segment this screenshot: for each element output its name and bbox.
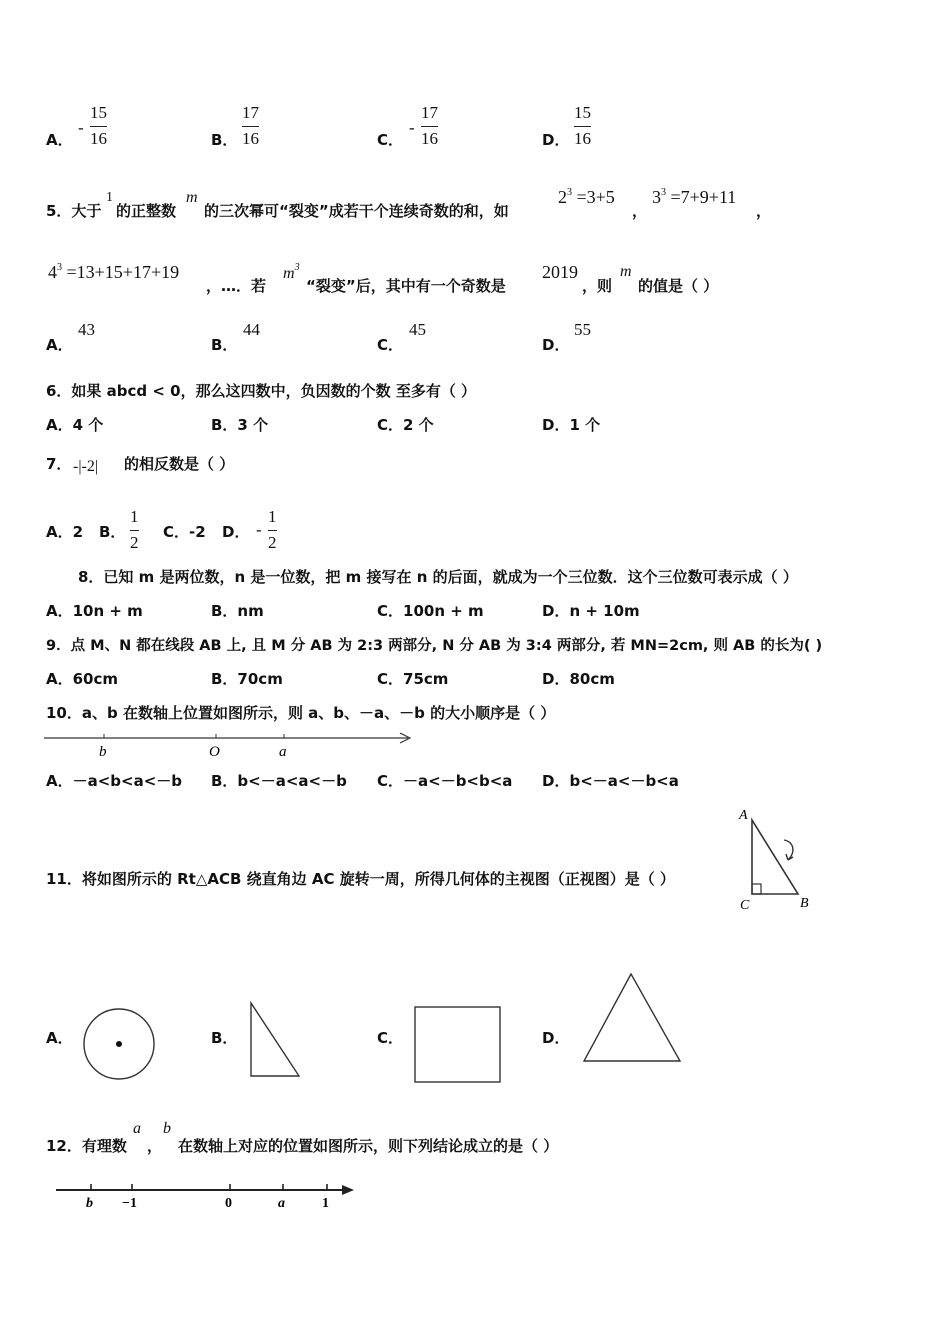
denominator: 16 (574, 129, 591, 148)
numerator: 17 (242, 103, 259, 122)
q7-option-d-label[interactable]: D． (222, 523, 250, 541)
q5-option-c-label[interactable]: C． (377, 336, 404, 354)
numerator: 15 (574, 103, 591, 122)
exponent: 3 (294, 262, 300, 273)
q8-option-a[interactable]: A．10n + m (46, 602, 143, 620)
q12-stem-part2: 在数轴上对应的位置如图所示，则下列结论成立的是（ ） (178, 1137, 559, 1155)
q5-m-cubed (283, 262, 300, 283)
exponent: 3 (567, 187, 572, 198)
axis-label-b: b (99, 744, 107, 760)
q5-number-2019: 2019 (542, 262, 578, 282)
exponent: 3 (57, 262, 62, 273)
q5-option-a-label[interactable]: A． (46, 336, 73, 354)
q5-option-d-label[interactable]: D． (542, 336, 570, 354)
minus-sign: - (409, 118, 415, 137)
q4-option-d-label[interactable]: D． (542, 131, 570, 149)
q11-option-c-square (410, 1002, 506, 1088)
denominator: 16 (90, 129, 107, 148)
q5-eq2 (652, 187, 736, 208)
comma: ， (632, 202, 648, 220)
q12-stem-part1: 12．有理数 (46, 1137, 127, 1155)
q8-option-b[interactable]: B．nm (211, 602, 264, 620)
q9-option-c[interactable]: C．75cm (377, 670, 449, 688)
q8-stem: 8．已知 m 是两位数，n 是一位数，把 m 接写在 n 的后面，就成为一个三位数．这个三位数可表示成（ ） (78, 568, 798, 586)
vertex-label-a: A (739, 808, 748, 823)
numerator: 17 (421, 103, 438, 122)
q5-option-d-value: 55 (574, 320, 591, 339)
q5-option-b-value: 44 (243, 320, 260, 339)
base: 3 (652, 187, 661, 207)
comma: ， (756, 202, 772, 220)
q5-stem-part5: “裂变”后，其中有一个奇数是 (306, 277, 506, 295)
q6-option-a[interactable]: A．4 个 (46, 416, 104, 434)
q5-stem-part1: 5．大于 (46, 202, 102, 220)
q5-m: m (620, 263, 632, 280)
q11-triangle-figure (732, 804, 822, 916)
vertex-label-c: C (740, 898, 750, 913)
axis-label-a: a (279, 744, 287, 760)
q11-option-b-label[interactable]: B． (211, 1029, 238, 1047)
q11-stem: 11．将如图所示的 Rt△ACB 绕直角边 AC 旋转一周，所得几何体的主视图（正视图）是（ ） (46, 870, 675, 888)
denominator: 16 (242, 129, 259, 148)
q5-stem-part2: 的正整数 (116, 202, 177, 220)
q5-m: m (186, 189, 198, 206)
q6-stem: 6．如果 abcd < 0，那么这四数中，负因数的个数 至多有（ ） (46, 382, 477, 400)
q5-option-b-label[interactable]: B． (211, 336, 238, 354)
q9-option-a[interactable]: A．60cm (46, 670, 119, 688)
numerator: 1 (130, 507, 139, 526)
q4-option-b-label[interactable]: B． (211, 131, 238, 149)
denominator: 16 (421, 129, 438, 148)
minus-sign: - (256, 520, 262, 539)
q11-option-d-triangle (578, 968, 688, 1068)
exponent: 3 (661, 187, 666, 198)
q6-option-c[interactable]: C．2 个 (377, 416, 434, 434)
q7-option-b-label[interactable]: B． (99, 523, 126, 541)
denominator: 2 (268, 533, 277, 552)
axis-label-neg1: −1 (122, 1196, 137, 1211)
q5-stem-part3: 的三次幂可“裂变”成若干个连续奇数的和，如 (204, 202, 509, 220)
axis-label-origin: O (209, 744, 220, 760)
q11-option-d-label[interactable]: D． (542, 1029, 570, 1047)
q5-stem-part6: ，则 (582, 277, 613, 295)
q8-option-c[interactable]: C．100n + m (377, 602, 484, 620)
comma: ， (147, 1137, 163, 1155)
base: m (283, 265, 295, 282)
q11-option-a-label[interactable]: A． (46, 1029, 73, 1047)
q10-option-c[interactable]: C．－a<－b<b<a (377, 772, 513, 790)
q7-option-b-fraction (130, 507, 139, 553)
denominator: 2 (130, 533, 139, 552)
numerator: 15 (90, 103, 107, 122)
q5-option-a-value: 43 (78, 320, 95, 339)
q10-number-line (40, 728, 420, 762)
base: 2 (558, 187, 567, 207)
rhs: =13+15+17+19 (66, 262, 180, 282)
q12-number-line (52, 1176, 362, 1212)
base: 4 (48, 262, 57, 282)
q7-option-a[interactable]: A．2 (46, 523, 84, 541)
q9-option-d[interactable]: D．80cm (542, 670, 615, 688)
q10-stem: 10．a、b 在数轴上位置如图所示，则 a、b、－a、－b 的大小顺序是（ ） (46, 704, 556, 722)
q4-option-d-fraction (574, 103, 591, 149)
q6-option-d[interactable]: D．1 个 (542, 416, 601, 434)
q5-stem-part7: 的值是（ ） (638, 277, 719, 295)
q7-expression: -|-2| (73, 458, 99, 475)
axis-label-1: 1 (322, 1196, 329, 1211)
q11-option-b-right-triangle (244, 998, 308, 1082)
q5-eq1 (558, 187, 615, 208)
rhs: =3+5 (576, 187, 615, 207)
q10-option-b[interactable]: B．b<－a<a<－b (211, 772, 347, 790)
q4-option-a-fraction (90, 103, 107, 149)
q7-option-c[interactable]: C．-2 (163, 523, 206, 541)
axis-label-b: b (86, 1196, 93, 1211)
vertex-label-b: B (800, 896, 809, 911)
q11-option-a-circle (80, 1006, 160, 1086)
q5-eq3 (48, 262, 179, 283)
axis-label-a: a (278, 1196, 285, 1211)
q12-var-b: b (163, 1120, 171, 1137)
q5-stem-part4: ，…．若 (206, 277, 267, 295)
q4-option-c-label[interactable]: C． (377, 131, 404, 149)
q12-var-a: a (133, 1120, 141, 1137)
q4-option-b-fraction (242, 103, 259, 149)
rotation-arrow-icon (784, 840, 793, 860)
q5-option-c-value: 45 (409, 320, 426, 339)
q10-option-d[interactable]: D．b<－a<－b<a (542, 772, 679, 790)
q5-one: 1 (106, 190, 113, 205)
q9-option-b[interactable]: B．70cm (211, 670, 283, 688)
q11-option-c-label[interactable]: C． (377, 1029, 404, 1047)
q7-stem: 的相反数是（ ） (124, 455, 235, 473)
q7-option-d-fraction (268, 507, 277, 553)
q9-stem: 9．点 M、N 都在线段 AB 上, 且 M 分 AB 为 2:3 两部分, N 分 AB 为 3:4 两部分, 若 MN=2cm, 则 AB 的长为( ) (46, 638, 823, 654)
q10-option-a[interactable]: A．－a<b<a<－b (46, 772, 183, 790)
q6-option-b[interactable]: B．3 个 (211, 416, 269, 434)
axis-label-0: 0 (225, 1196, 232, 1211)
q8-option-d[interactable]: D．n + 10m (542, 602, 640, 620)
q7-number: 7． (46, 455, 72, 473)
numerator: 1 (268, 507, 277, 526)
q4-option-a-label[interactable]: A． (46, 131, 73, 149)
rhs: =7+9+11 (670, 187, 737, 207)
q4-option-c-fraction (421, 103, 438, 149)
minus-sign: - (78, 118, 84, 137)
